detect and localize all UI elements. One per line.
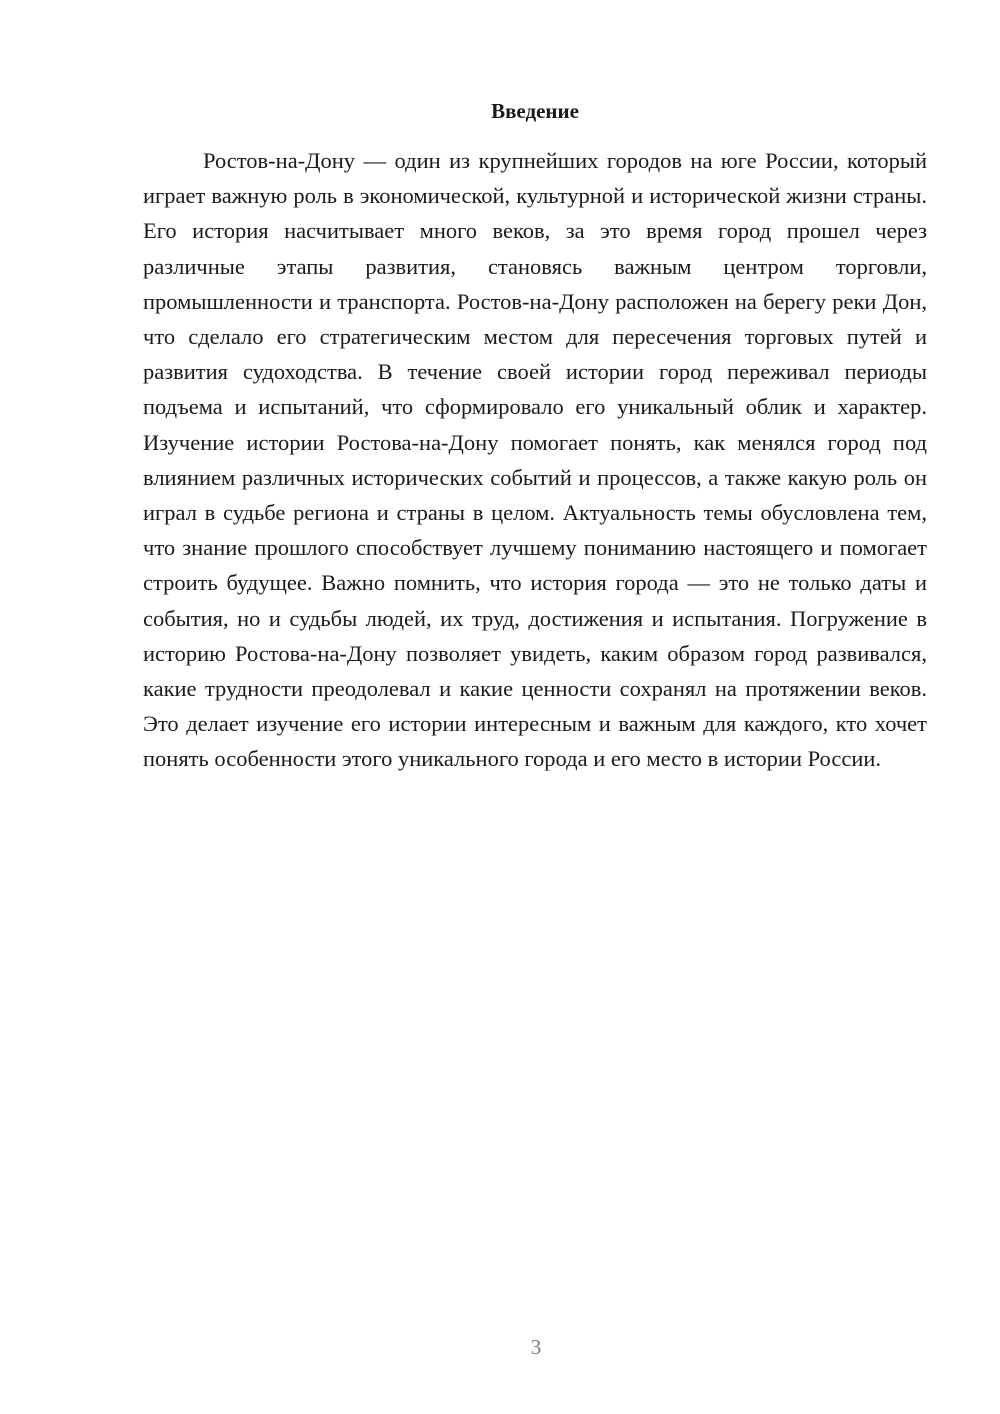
section-heading: Введение (491, 99, 579, 123)
page-number: 3 (530, 1335, 542, 1359)
intro-paragraph: Ростов-на-Дону — один из крупнейших городов на юге России, который играет важную роль в экономической, культурной и исторической жизни страны. Его история насчитывает много веков, за это время город прошел через различные этапы развития, становясь важным центром торговли, промышленности и транспорта. Ростов-на-Дону расположен на берегу реки Дон, что сделало его стратегическим местом для пересечения торговых путей и развития судоходства. В течение своей истории город переживал периоды подъема и испытаний, что сформировало его уникальный облик и характер. Изучение истории Ростова-на-Дону помогает понять, как менялся город под влиянием различных исторических событий и процессов, а также какую роль он играл в судьбе региона и страны в целом. Актуальность темы обусловлена тем, что знание прошлого способствует лучшему пониманию настоящего и помогает строить будущее. Важно помнить, что история города — это не только даты и события, но и судьбы людей, их труд, достижения и испытания. Погружение в историю Ростова-на-Дону позволяет увидеть, каким образом город развивался, какие трудности преодолевал и какие ценности сохранял на протяжении веков. Это делает изучение его истории интересным и важным для каждого, кто хочет понять особенности этого уникального города и его место в истории России. (143, 148, 927, 772)
